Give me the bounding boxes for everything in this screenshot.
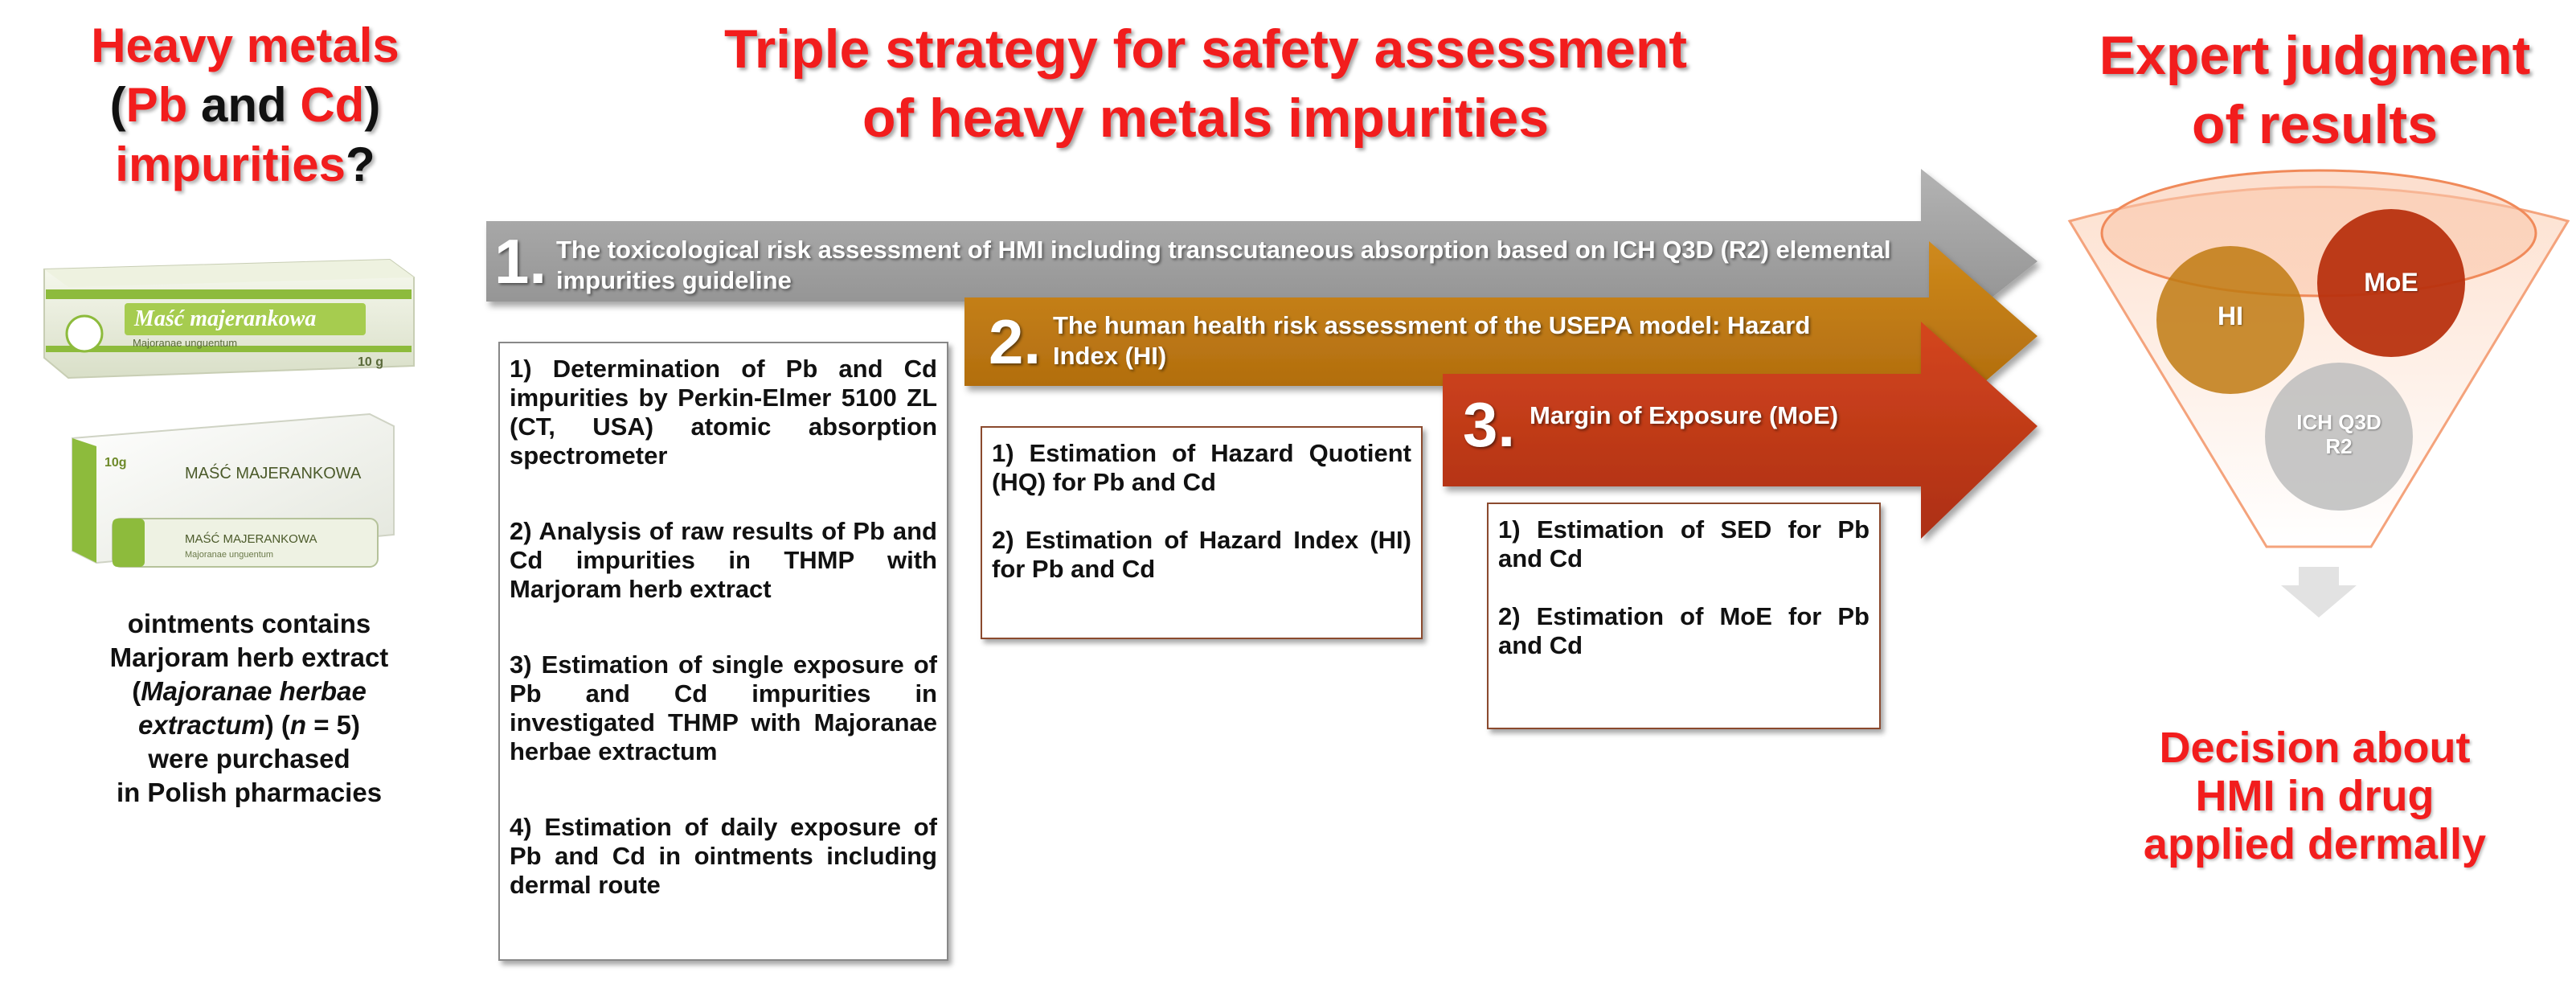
- strategy-3-steps: [1487, 503, 1881, 729]
- product2-size: 10g: [104, 456, 127, 470]
- open-paren: (: [109, 78, 126, 132]
- strategy-3-number: 3.: [1463, 389, 1516, 460]
- product1-brand: Maść majerankowa: [134, 306, 317, 331]
- moe-circle-label: MoE: [2364, 268, 2418, 297]
- decision-line1: Decision about: [2159, 724, 2471, 772]
- strategy-1-step-2: 2) Analysis of raw results of Pb and Cd impurities in THMP with Marjoram herb extract: [510, 517, 937, 603]
- strategy-2-step-2: 2) Estimation of Hazard Index (HI) for Pb and Cd: [992, 526, 1411, 583]
- caption-latin1: Majoranae herbae: [141, 676, 367, 706]
- caption-line5: were purchased: [148, 744, 350, 773]
- decision-line3: applied dermally: [2143, 820, 2487, 868]
- strategy-2-step-1: 1) Estimation of Hazard Quotient (HQ) for Pb and Cd: [992, 439, 1411, 496]
- product2-tube-brand: MAŚĆ MAJERANKOWA: [185, 532, 317, 546]
- cd-label: Cd: [300, 78, 365, 132]
- caption-n-value: = 5): [306, 710, 360, 740]
- caption-line1: ointments contains: [127, 609, 371, 638]
- and-label: and: [187, 78, 301, 132]
- question-line3: impurities: [115, 137, 346, 191]
- strategy-1-number: 1.: [494, 226, 547, 297]
- question-line1: Heavy metals: [91, 18, 399, 72]
- decision-title: [2090, 724, 2540, 868]
- expert-title-line2: of results: [2191, 94, 2439, 155]
- caption-n: n: [289, 710, 307, 740]
- strategy-2-steps: [981, 426, 1423, 639]
- product2-brand: MAŚĆ MAJERANKOWA: [185, 465, 362, 482]
- caption-latin2: extractum: [137, 710, 265, 740]
- expert-title-line1: Expert judgment: [2099, 25, 2531, 86]
- strategy-1-step-4: 4) Estimation of daily exposure of Pb and Cd in ointments including dermal route: [510, 813, 937, 899]
- decision-line2: HMI in drug: [2195, 772, 2435, 820]
- strategy-1-step-1: 1) Determination of Pb and Cd impurities by Perkin-Elmer 5100 ZL (CT, USA) atomic absorption spectrometer: [510, 355, 937, 470]
- ich-label-line1: ICH Q3D: [2296, 410, 2381, 434]
- main-title-line1: Triple strategy for safety assessment: [723, 18, 1688, 80]
- strategy-1-step-3: 3) Estimation of single exposure of Pb and Cd impurities in investigated THMP with Majoranae herbae extractum: [510, 650, 937, 765]
- product1-latin: Majoranae unguentum: [133, 337, 238, 349]
- caption-line2: Marjoram herb extract: [109, 642, 389, 672]
- caption-line6: in Polish pharmacies: [116, 777, 383, 807]
- pb-label: Pb: [125, 78, 188, 132]
- strategy-1-steps: [498, 342, 948, 961]
- strategy-3-step-2: 2) Estimation of MoE for Pb and Cd: [1498, 602, 1870, 659]
- funnel-down-arrow-icon: [2281, 567, 2357, 617]
- product2-latin: Majoranae unguentum: [185, 550, 274, 560]
- strategy-1-title: The toxicological risk assessment of HMI including transcutaneous absorption based on ICH Q3D (R2) elemental impurities guideline: [556, 236, 1891, 294]
- strategy-3-title: Margin of Exposure (MoE): [1530, 401, 1839, 429]
- caption-mid: ) (: [264, 710, 290, 740]
- strategy-2-number: 2.: [989, 306, 1042, 377]
- product1-size: 10 g: [358, 355, 384, 369]
- expert-judgment-funnel: [2066, 161, 2572, 627]
- ich-label-line2: R2: [2325, 434, 2353, 458]
- main-title-line2: of heavy metals impurities: [862, 88, 1550, 149]
- close-paren: ): [364, 78, 381, 132]
- caption-open: (: [132, 676, 141, 706]
- ich-circle-label: [2275, 410, 2403, 458]
- strategy-3-step-1: 1) Estimation of SED for Pb and Cd: [1498, 515, 1870, 572]
- hi-circle-label: HI: [2218, 302, 2243, 330]
- strategy-2-title: The human health risk assessment of the USEPA model: Hazard Index (HI): [1053, 311, 1811, 370]
- question-mark: ?: [346, 137, 375, 191]
